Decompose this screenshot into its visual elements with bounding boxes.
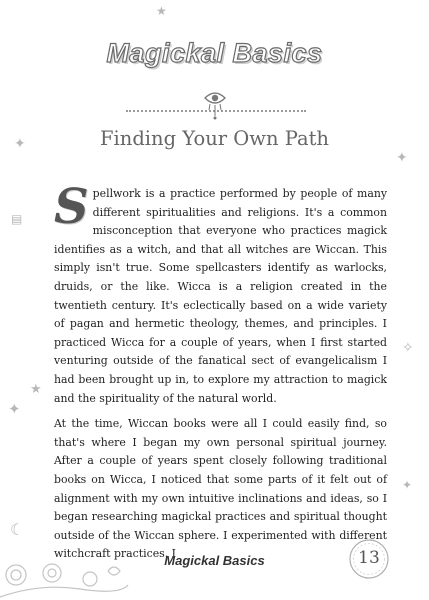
- page-number: 13: [358, 548, 380, 568]
- sparkle-icon: ✦: [402, 478, 413, 492]
- body-text: [54, 179, 387, 564]
- crescent-moon-icon: ☾: [10, 520, 25, 539]
- sparkle-icon: ✦: [396, 150, 408, 166]
- page-number-badge: [348, 538, 390, 580]
- chapter-title: Magickal Basics: [106, 38, 323, 68]
- section-title: Finding Your Own Path: [100, 127, 329, 150]
- star-icon: ★: [156, 4, 167, 18]
- sparkle-icon: ✧: [402, 340, 414, 356]
- paragraph: [54, 179, 387, 408]
- star-icon: ★: [30, 382, 42, 397]
- eye-icon: [203, 86, 227, 120]
- paragraph-text: pellwork is a practice performed by people of many different spiritualities and religions. It's a common misconception that everyone who practices magick identifies as a witch, and that all witches are Wiccan. This simply isn't true. Some spellcasters identify as warlocks, druids, or the like. Wicca is a religion created in the twentieth century. It's eclectically based on a wide variety of pagan and hermetic theology, themes, and principles. I practiced Wicca for a couple of years, when I first started venturing outside of the fanatical sect of evangelicalism I had been brought up in, to explore my attraction to magick and the spirituality of the natural world.: [54, 187, 387, 405]
- sparkle-icon: ✦: [8, 400, 21, 418]
- paragraph: At the time, Wiccan books were all I could easily find, so that's where I began my own personal spiritual journey. After a couple of years spent closely following traditional books on Wicca, I noticed that some parts of it felt out of alignment with my own intuitive inclinations and ideas, so I began researching magickal practices and spiritual thought outside of the Wiccan sphere. I experimented with different witchcraft practices. I: [54, 417, 387, 561]
- drop-cap: S: [54, 179, 89, 235]
- card-icon: ▤: [11, 212, 23, 226]
- sparkle-icon: ✦: [14, 136, 26, 152]
- running-footer-title: Magickal Basics: [164, 553, 265, 568]
